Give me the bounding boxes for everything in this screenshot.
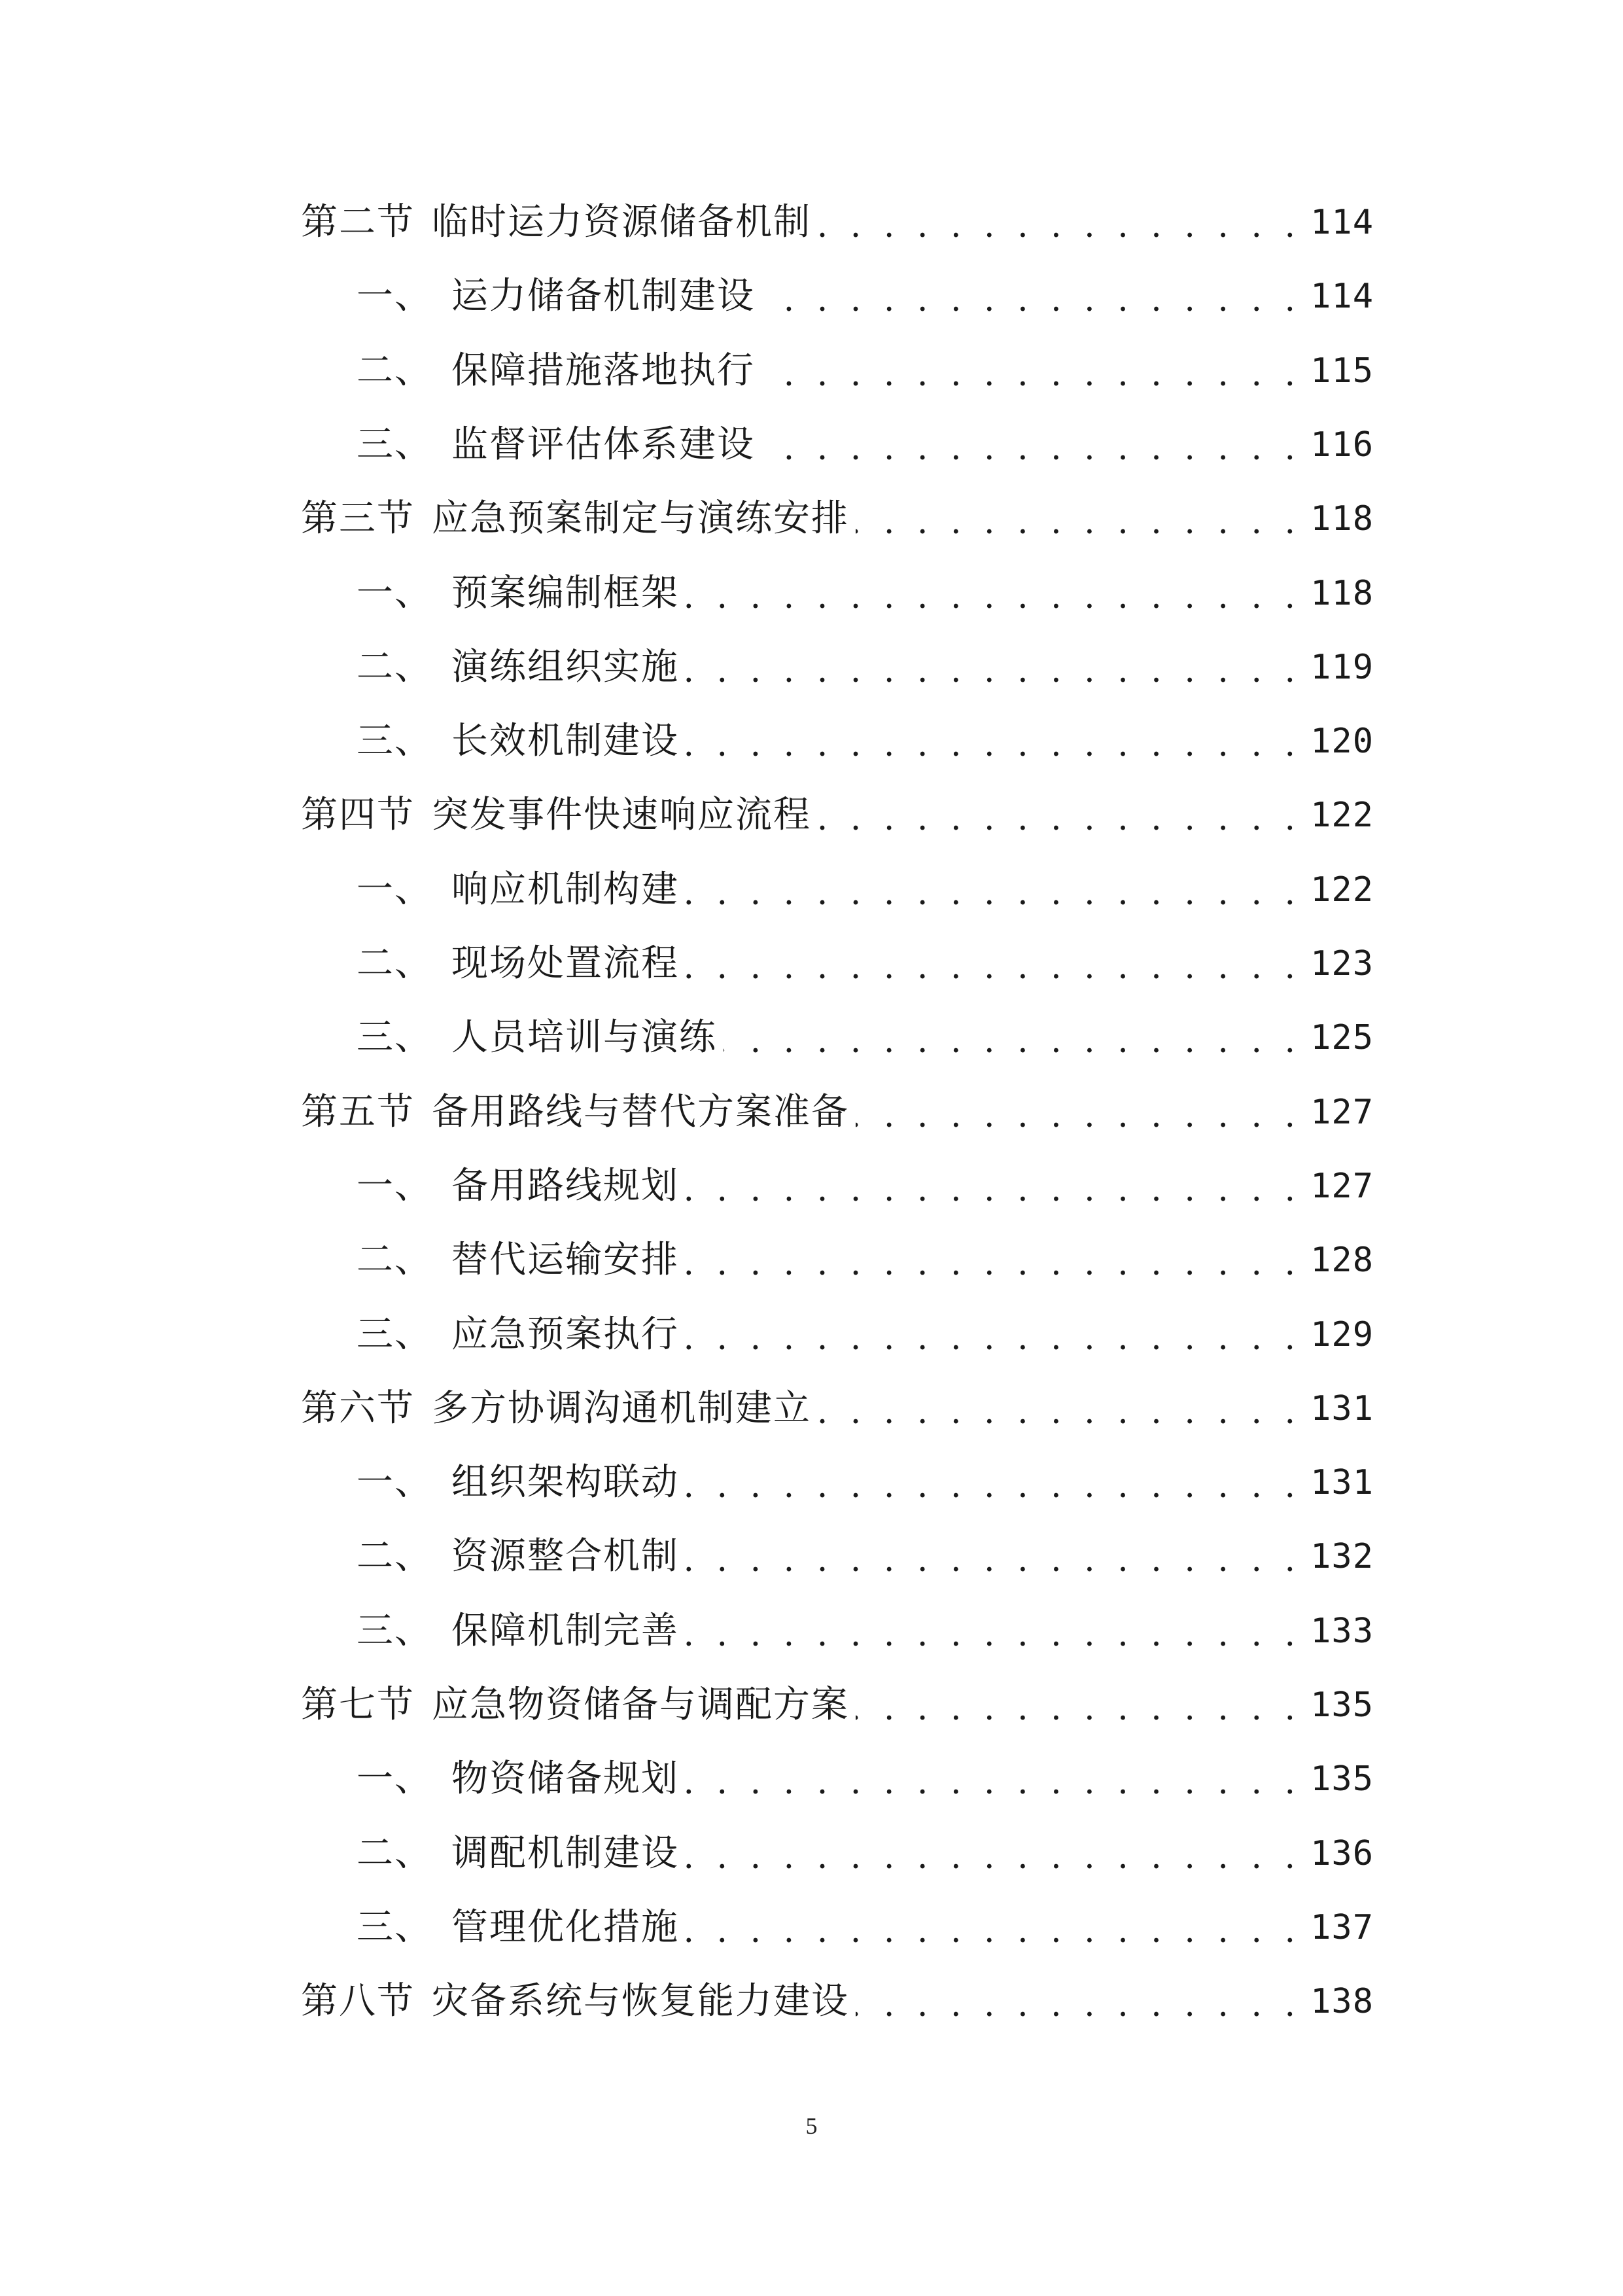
toc-dot-leader	[818, 190, 1301, 255]
toc-entry-page: 116	[1310, 425, 1374, 465]
toc-subsection-entry[interactable]	[357, 635, 1374, 700]
toc-entry-title: 人员培训与演练	[451, 1016, 717, 1059]
toc-subsection-entry[interactable]	[357, 1821, 1374, 1886]
toc-entry-number: 二、	[357, 942, 432, 985]
toc-dot-leader	[724, 1005, 1301, 1070]
toc-entry-number: 二、	[357, 1535, 432, 1578]
toc-entry-title: 组织架构联动	[451, 1461, 679, 1504]
toc-entry-title: 应急预案执行	[451, 1313, 679, 1356]
toc-entry-title: 资源整合机制	[451, 1535, 679, 1578]
toc-subsection-entry[interactable]	[357, 709, 1374, 774]
toc-entry-page: 125	[1310, 1018, 1374, 1057]
toc-entry-title: 应急预案制定与演练安排	[432, 497, 849, 540]
toc-dot-leader	[818, 1376, 1301, 1441]
toc-dot-leader	[856, 486, 1301, 552]
toc-entry-title: 突发事件快速响应流程	[432, 794, 811, 836]
toc-entry-number: 第三节	[301, 497, 415, 540]
toc-dot-leader	[686, 1524, 1301, 1589]
toc-entry-number: 二、	[357, 646, 432, 688]
toc-section-entry[interactable]	[301, 1672, 1374, 1738]
page-number: 5	[805, 2113, 818, 2139]
toc-entry-title: 保障措施落地执行	[451, 349, 755, 392]
toc-entry-page: 120	[1310, 722, 1374, 761]
toc-subsection-entry[interactable]	[357, 1302, 1374, 1368]
toc-entry-title: 响应机制构建	[451, 868, 679, 911]
toc-entry-title: 监督评估体系建设	[451, 423, 755, 466]
toc-entry-page: 129	[1310, 1315, 1374, 1354]
toc-entry-number: 二、	[357, 1832, 432, 1875]
toc-entry-number: 三、	[357, 1016, 432, 1059]
toc-entry-number: 三、	[357, 1610, 432, 1652]
toc-entry-page: 118	[1310, 574, 1374, 613]
toc-entry-number: 第四节	[301, 794, 415, 836]
toc-section-entry[interactable]	[301, 783, 1374, 848]
toc-entry-page: 114	[1310, 203, 1374, 242]
toc-subsection-entry[interactable]	[357, 412, 1374, 478]
toc-entry-number: 三、	[357, 1906, 432, 1949]
toc-entry-title: 物资储备规划	[451, 1757, 679, 1800]
toc-section-entry[interactable]	[301, 1969, 1374, 2034]
toc-entry-page: 114	[1310, 277, 1374, 316]
toc-dot-leader	[686, 709, 1301, 774]
toc-entry-number: 二、	[357, 1239, 432, 1281]
toc-entry-title: 长效机制建设	[451, 720, 679, 762]
toc-subsection-entry[interactable]	[357, 857, 1374, 923]
toc-entry-page: 132	[1310, 1537, 1374, 1576]
toc-dot-leader	[686, 1746, 1301, 1812]
toc-entry-number: 第二节	[301, 201, 415, 243]
toc-entry-page: 122	[1310, 870, 1374, 910]
toc-subsection-entry[interactable]	[357, 1450, 1374, 1515]
toc-entry-number: 一、	[357, 868, 432, 911]
toc-section-entry[interactable]	[301, 486, 1374, 552]
toc-dot-leader	[686, 1302, 1301, 1368]
toc-section-entry[interactable]	[301, 190, 1374, 255]
toc-dot-leader	[686, 1895, 1301, 1960]
toc-subsection-entry[interactable]	[357, 1524, 1374, 1589]
toc-subsection-entry[interactable]	[357, 1227, 1374, 1293]
toc-entry-page: 127	[1310, 1093, 1374, 1132]
toc-entry-number: 第六节	[301, 1387, 415, 1430]
toc-entry-number: 第七节	[301, 1684, 415, 1726]
toc-entry-page: 127	[1310, 1167, 1374, 1206]
toc-dot-leader	[686, 1227, 1301, 1293]
toc-entry-number: 第八节	[301, 1980, 415, 2022]
toc-dot-leader	[686, 857, 1301, 923]
toc-entry-number: 一、	[357, 1757, 432, 1800]
toc-entry-title: 演练组织实施	[451, 646, 679, 688]
toc-entry-number: 三、	[357, 720, 432, 762]
toc-entry-page: 115	[1310, 351, 1374, 391]
toc-dot-leader	[686, 1450, 1301, 1515]
toc-entry-page: 128	[1310, 1241, 1374, 1280]
toc-dot-leader	[761, 264, 1301, 329]
toc-subsection-entry[interactable]	[357, 264, 1374, 329]
toc-dot-leader	[856, 1672, 1301, 1738]
toc-entry-title: 备用路线与替代方案准备	[432, 1091, 849, 1133]
toc-dot-leader	[686, 635, 1301, 700]
toc-dot-leader	[686, 1598, 1301, 1664]
toc-entry-title: 多方协调沟通机制建立	[432, 1387, 811, 1430]
toc-entry-title: 替代运输安排	[451, 1239, 679, 1281]
toc-dot-leader	[761, 412, 1301, 478]
toc-dot-leader	[686, 1821, 1301, 1886]
toc-section-entry[interactable]	[301, 1080, 1374, 1145]
toc-dot-leader	[856, 1969, 1301, 2034]
toc-entry-page: 136	[1310, 1834, 1374, 1873]
toc-entry-number: 第五节	[301, 1091, 415, 1133]
toc-entry-page: 138	[1310, 1982, 1374, 2021]
toc-subsection-entry[interactable]	[357, 1154, 1374, 1219]
toc-entry-number: 一、	[357, 275, 432, 317]
toc-dot-leader	[761, 338, 1301, 404]
toc-entry-number: 三、	[357, 423, 432, 466]
toc-subsection-entry[interactable]	[357, 561, 1374, 626]
toc-entry-number: 二、	[357, 349, 432, 392]
toc-subsection-entry[interactable]	[357, 1005, 1374, 1070]
toc-entry-title: 现场处置流程	[451, 942, 679, 985]
toc-entry-title: 保障机制完善	[451, 1610, 679, 1652]
toc-dot-leader	[686, 561, 1301, 626]
toc-section-entry[interactable]	[301, 1376, 1374, 1441]
toc-entry-page: 119	[1310, 648, 1374, 687]
toc-entry-title: 调配机制建设	[451, 1832, 679, 1875]
toc-entry-page: 131	[1310, 1463, 1374, 1502]
toc-entry-page: 135	[1310, 1759, 1374, 1799]
toc-entry-number: 一、	[357, 1461, 432, 1504]
toc-entry-number: 一、	[357, 572, 432, 614]
toc-subsection-entry[interactable]	[357, 338, 1374, 404]
toc-entry-title: 备用路线规划	[451, 1165, 679, 1207]
toc-entry-title: 管理优化措施	[451, 1906, 679, 1949]
toc-subsection-entry[interactable]	[357, 1895, 1374, 1960]
toc-entry-page: 118	[1310, 499, 1374, 539]
toc-entry-number: 三、	[357, 1313, 432, 1356]
toc-subsection-entry[interactable]	[357, 1598, 1374, 1664]
toc-entry-title: 灾备系统与恢复能力建设	[432, 1980, 849, 2022]
toc-entry-page: 133	[1310, 1612, 1374, 1651]
toc-subsection-entry[interactable]	[357, 1746, 1374, 1812]
toc-entry-page: 131	[1310, 1389, 1374, 1428]
toc-entry-title: 临时运力资源储备机制	[432, 201, 811, 243]
toc-dot-leader	[818, 783, 1301, 848]
toc-entry-page: 137	[1310, 1908, 1374, 1947]
toc-entry-number: 一、	[357, 1165, 432, 1207]
toc-dot-leader	[856, 1080, 1301, 1145]
toc-entry-title: 运力储备机制建设	[451, 275, 755, 317]
toc-subsection-entry[interactable]	[357, 931, 1374, 997]
toc-entry-title: 应急物资储备与调配方案	[432, 1684, 849, 1726]
toc-entry-page: 122	[1310, 796, 1374, 835]
toc-entry-title: 预案编制框架	[451, 572, 679, 614]
toc-entry-page: 135	[1310, 1686, 1374, 1725]
toc-dot-leader	[686, 1154, 1301, 1219]
toc-entry-page: 123	[1310, 944, 1374, 983]
toc-dot-leader	[686, 931, 1301, 997]
